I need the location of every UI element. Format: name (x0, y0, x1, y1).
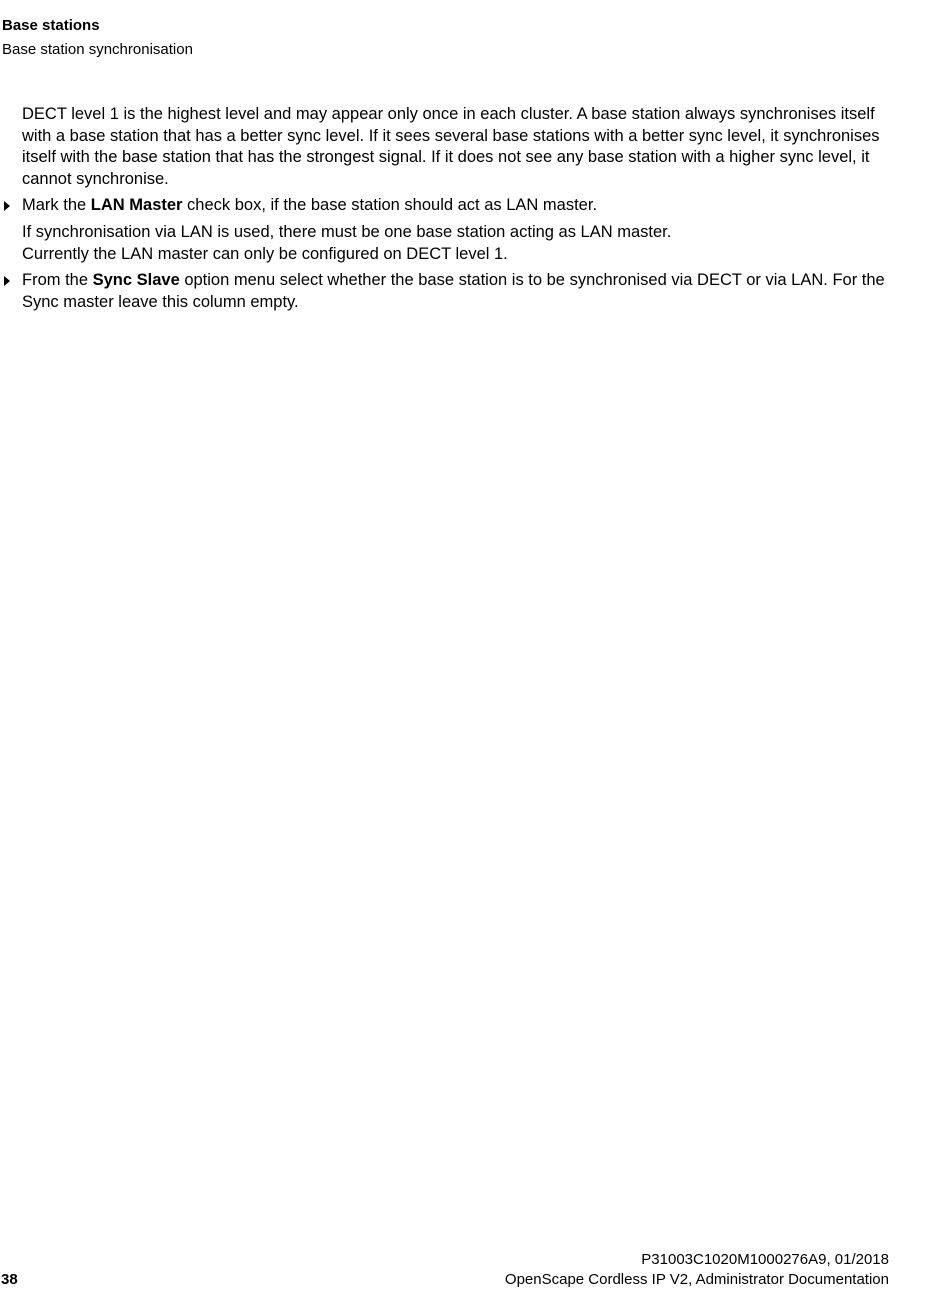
footer-doc-info (505, 1250, 889, 1290)
step2-prefix: From the (22, 271, 93, 290)
step-sync-slave (22, 270, 892, 313)
step1-bold: LAN Master (90, 196, 183, 215)
footer-doc-title: OpenScape Cordless IP V2, Administrator Documentation (504, 1271, 889, 1288)
step1-prefix: Mark the (22, 196, 91, 215)
step2-bold: Sync Slave (92, 271, 180, 290)
page-number: 38 (1, 1271, 18, 1288)
page-content (22, 104, 892, 313)
step2-suffix: option menu select whether the base station is to be synchronised via DECT or via LAN. For the Sync master leave this column empty. (22, 271, 885, 311)
note-lan-master (22, 222, 892, 265)
note-line-1: If synchronisation via LAN is used, there must be one base station acting as LAN master. (22, 222, 672, 241)
intro-paragraph: DECT level 1 is the highest level and may appear only once in each cluster. A base station always synchronises itself with a base station that has a better sync level. If it sees several base stations with a better sync level, it synchronises itself with the base station that has the strongest signal. If it does not see any base station with a higher sync level, it cannot synchronise. (22, 105, 880, 188)
step1-suffix: check box, if the base station should act as LAN master. (182, 196, 598, 215)
triangle-right-icon (4, 201, 10, 211)
running-header (2, 16, 193, 60)
triangle-right-icon (4, 276, 10, 286)
footer-doc-id: P31003C1020M1000276A9, 01/2018 (641, 1251, 889, 1268)
header-title: Base stations (2, 17, 100, 34)
header-subtitle: Base station synchronisation (2, 41, 193, 58)
note-line-2: Currently the LAN master can only be configured on DECT level 1. (22, 244, 508, 263)
step-lan-master (22, 195, 892, 217)
